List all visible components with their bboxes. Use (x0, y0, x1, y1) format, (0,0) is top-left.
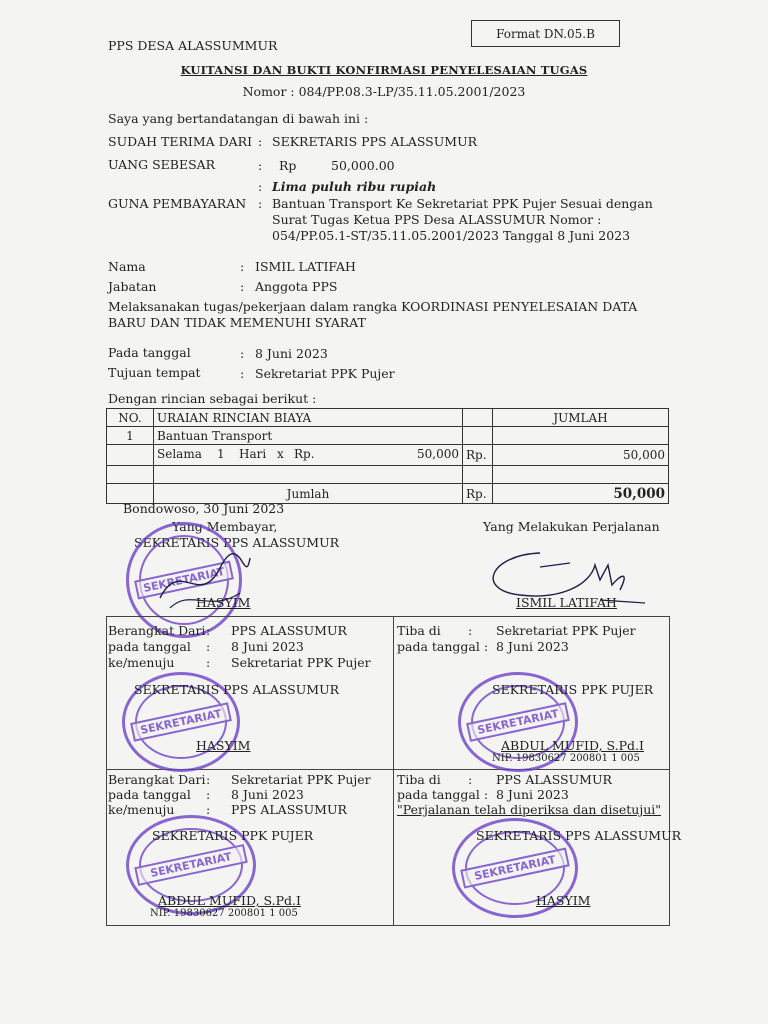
guna-value: Bantuan Transport Ke Sekretariat PPK Pujer Sesuai dengan Surat Tugas Ketua PPS Desa ALASSUMUR Nomor : 054/PP.05.1-ST/35.11.05.2001/2023 Tanggal 8 Juni 2023 (272, 196, 653, 243)
t1-sign-name: ABDUL MUFID, S.Pd.I (501, 738, 644, 753)
b2-tanggal-label: pada tanggal (108, 787, 191, 802)
tanggal-colon: : (240, 346, 245, 361)
rincian-intro: Dengan rincian sebagai berikut : (108, 391, 317, 406)
pelaku-name: ISMIL LATIFAH (516, 595, 617, 610)
b1-colon: : (206, 655, 211, 670)
terima-colon: : (258, 134, 263, 149)
jabatan-value: Anggota PPS (255, 279, 338, 294)
row2-x: x (277, 447, 284, 461)
terbilang-colon: : (258, 179, 263, 194)
b2-colon: : (206, 787, 211, 802)
t2-tanggal-label: pada tanggal : (397, 787, 489, 802)
tujuan-colon: : (240, 366, 245, 381)
document-number: Nomor : 084/PP.08.3-LP/35.11.05.2001/2023 (242, 84, 526, 99)
t1-tiba-value: Sekretariat PPK Pujer (496, 623, 636, 638)
table-row (107, 466, 669, 484)
tanggal-value: 8 Juni 2023 (255, 346, 328, 361)
t2-note: "Perjalanan telah diperiksa dan disetujui" (397, 802, 661, 817)
total-rp: Rp. (463, 484, 493, 504)
b2-menuju-label: ke/menuju (108, 802, 175, 817)
cost-table (106, 408, 669, 504)
pelaku-label: Yang Melakukan Perjalanan (483, 519, 660, 534)
tanggal-label: Pada tanggal (108, 345, 191, 360)
t1-colon: : (468, 623, 473, 638)
header-jumlah: JUMLAH (493, 409, 669, 427)
row1-uraian: Bantuan Transport (154, 427, 463, 445)
stamp-label: SEKRETARIAT (466, 702, 570, 742)
melaksanakan-text: Melaksanakan tugas/pekerjaan dalam rangka KOORDINASI PENYELESAIAN DATA BARU DAN TIDAK MEMENUHI SYARAT (108, 299, 638, 330)
t2-tanggal-value: 8 Juni 2023 (496, 787, 569, 802)
table-header-row (107, 409, 669, 427)
row2-jumlah: 50,000 (493, 445, 669, 466)
uang-value: 50,000.00 (331, 158, 395, 173)
b1-sign-title: SEKRETARIS PPS ALASSUMUR (134, 682, 340, 697)
b1-dari-label: Berangkat Dari (108, 623, 206, 638)
tujuan-label: Tujuan tempat (108, 365, 201, 380)
row2-rp: Rp. (294, 447, 315, 461)
t2-colon: : (468, 772, 473, 787)
row2-qty: 1 (217, 447, 225, 461)
t1-sign-title: SEKRETARIS PPK PUJER (492, 682, 654, 697)
terima-value: SEKRETARIS PPS ALASSUMUR (272, 134, 478, 149)
intro-text: Saya yang bertandatangan di bawah ini : (108, 111, 369, 126)
b1-menuju-value: Sekretariat PPK Pujer (231, 655, 371, 670)
pembayar-title: SEKRETARIS PPS ALASSUMUR (134, 535, 340, 550)
table-row (107, 445, 669, 466)
row2-hari: Hari (239, 447, 267, 461)
t1-tanggal-value: 8 Juni 2023 (496, 639, 569, 654)
b2-colon: : (206, 802, 211, 817)
stamp-label: SEKRETARIAT (134, 844, 248, 886)
nama-label: Nama (108, 259, 146, 274)
b1-colon: : (206, 623, 211, 638)
tujuan-value: Sekretariat PPK Pujer (255, 366, 395, 381)
header-no: NO. (107, 409, 154, 427)
guna-colon: : (258, 196, 263, 211)
document-title: KUITANSI DAN BUKTI KONFIRMASI PENYELESAIAN TUGAS (180, 63, 588, 77)
nama-value: ISMIL LATIFAH (255, 259, 356, 274)
b1-colon: : (206, 639, 211, 654)
grid-divider (393, 616, 394, 926)
b1-tanggal-value: 8 Juni 2023 (231, 639, 304, 654)
b2-menuju-value: PPS ALASSUMUR (231, 802, 347, 817)
stamp-label: SEKRETARIAT (130, 702, 232, 741)
jabatan-colon: : (240, 279, 245, 294)
terbilang-value: Lima puluh ribu rupiah (272, 179, 437, 194)
b1-menuju-label: ke/menuju (108, 655, 175, 670)
uang-label: UANG SEBESAR (108, 157, 216, 172)
b1-dari-value: PPS ALASSUMUR (231, 623, 347, 638)
row2-selama: Selama (157, 447, 202, 461)
t2-tiba-value: PPS ALASSUMUR (496, 772, 612, 787)
stamp-label: SEKRETARIAT (460, 847, 570, 888)
b2-colon: : (206, 772, 211, 787)
total-label: Jumlah (154, 484, 463, 504)
row1-no: 1 (107, 427, 154, 445)
t1-nip: NIP. 19830627 200801 1 005 (492, 753, 640, 764)
b1-sign-name: HASYIM (196, 738, 251, 753)
uang-rp: Rp (279, 158, 297, 173)
org-name: PPS DESA ALASSUMMUR (108, 38, 278, 53)
t2-sign-title: SEKRETARIS PPS ALASSUMUR (476, 828, 682, 843)
total-value: 50,000 (493, 484, 669, 504)
place-date: Bondowoso, 30 Juni 2023 (123, 501, 285, 516)
jabatan-label: Jabatan (108, 279, 157, 294)
b1-tanggal-label: pada tanggal (108, 639, 191, 654)
terima-label: SUDAH TERIMA DARI (108, 134, 253, 149)
t2-sign-name: HASYIM (536, 893, 591, 908)
b2-dari-value: Sekretariat PPK Pujer (231, 772, 371, 787)
stamp-label: SEKRETARIAT (134, 561, 234, 600)
b2-nip: NIP. 19830627 200801 1 005 (150, 908, 298, 919)
t1-tanggal-label: pada tanggal : (397, 639, 489, 654)
pembayar-label: Yang Membayar, (172, 519, 278, 534)
table-row (107, 427, 669, 445)
nama-colon: : (240, 259, 245, 274)
header-uraian: URAIAN RINCIAN BIAYA (154, 409, 463, 427)
t1-tiba-label: Tiba di (397, 623, 441, 638)
row2-rp2: Rp. (463, 445, 493, 466)
b2-sign-title: SEKRETARIS PPK PUJER (152, 828, 314, 843)
b2-sign-name: ABDUL MUFID, S.Pd.I (158, 893, 301, 908)
b2-dari-label: Berangkat Dari (108, 772, 206, 787)
guna-label: GUNA PEMBAYARAN (108, 196, 247, 211)
row2-nilai: 50,000 (417, 447, 459, 461)
uang-colon: : (258, 158, 263, 173)
format-code: Format DN.05.B (471, 20, 620, 47)
pembayar-name: HASYIM (196, 595, 251, 610)
b2-tanggal-value: 8 Juni 2023 (231, 787, 304, 802)
t2-tiba-label: Tiba di (397, 772, 441, 787)
